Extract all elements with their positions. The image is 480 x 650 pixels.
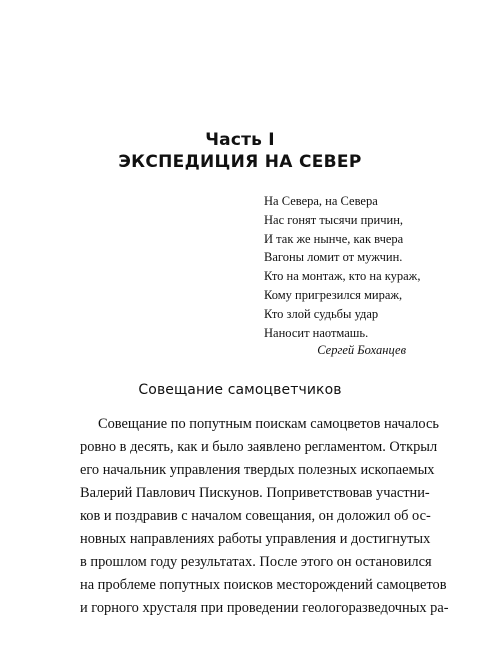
body-line: Валерий Павлович Пискунов. Поприветствовав участни- xyxy=(80,485,430,501)
epigraph-author: Сергей Боханцев xyxy=(317,343,406,357)
body-line: ровно в десять, как и было заявлено регламентом. Открыл xyxy=(80,439,438,455)
epigraph-line: Нас гонят тысячи причин, xyxy=(264,212,404,227)
epigraph-line: Кто злой судьбы удар xyxy=(264,306,379,321)
epigraph-line: Вагоны ломит от мужчин. xyxy=(264,250,403,265)
epigraph-line: На Севера, на Севера xyxy=(264,194,378,208)
part-label: Часть I xyxy=(205,130,275,150)
body-line: на проблеме попутных поисков месторождений самоцветов xyxy=(80,577,447,593)
epigraph-line: Наносит наотмашь. xyxy=(264,325,369,340)
body-line: Совещание по попутным поискам самоцветов началось xyxy=(98,416,439,432)
body-text xyxy=(80,413,449,620)
epigraph-line: Кто на монтаж, кто на кураж, xyxy=(264,269,421,284)
epigraph-line: И так же нынче, как вчера xyxy=(264,231,404,246)
epigraph-line: Кому пригрезился мираж, xyxy=(264,287,403,302)
body-line: новных направлениях работы управления и достигнутых xyxy=(80,531,431,547)
body-line: его начальник управления твердых полезных ископаемых xyxy=(80,462,435,478)
part-title: ЭКСПЕДИЦИЯ НА СЕВЕР xyxy=(118,152,362,172)
section-heading: Совещание самоцветчиков xyxy=(138,382,342,398)
epigraph xyxy=(264,192,421,342)
body-line: в прошлом году результатах. После этого он остановился xyxy=(80,554,432,570)
body-line: и горного хрусталя при проведении геологоразведочных ра- xyxy=(80,600,449,616)
body-line: ков и поздравив с началом совещания, он доложил об ос- xyxy=(80,508,431,524)
